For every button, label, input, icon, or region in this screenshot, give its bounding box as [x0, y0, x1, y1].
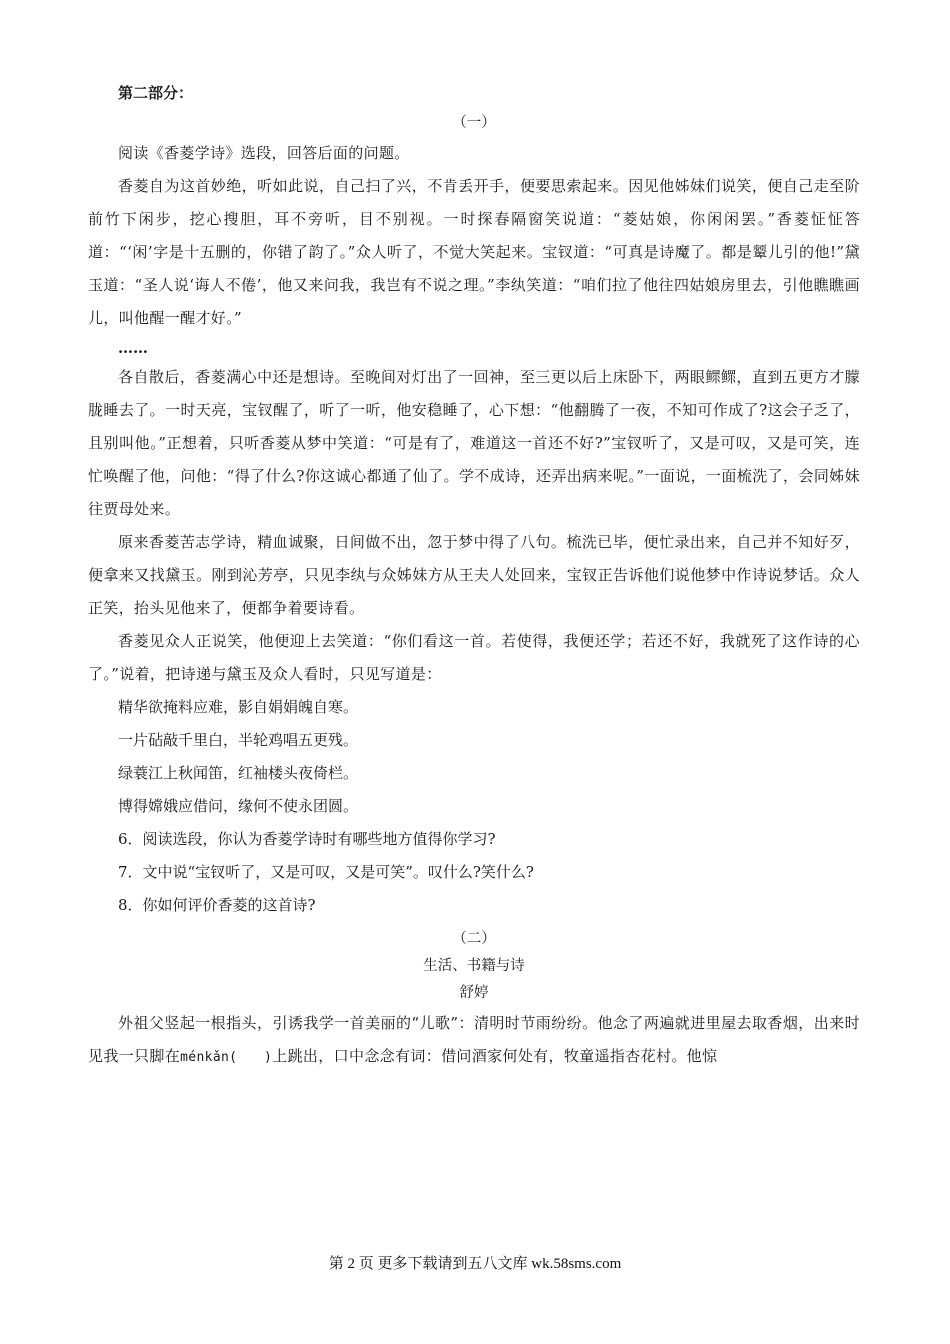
article-text: 上跳出，口中念念有词：借问酒家何处有，牧童遥指杏花村。他惊 — [272, 1047, 718, 1065]
article-text: 外祖父竖起一根指头，引诱我学一首美丽的“儿歌”：清明时节雨纷纷。他念了两遍就进里屋去取香烟，出来时见我一只脚在 — [88, 1014, 860, 1065]
question-7: 7．文中说“宝钗听了，又是可叹，又是可笑”。叹什么?笑什么? — [118, 863, 534, 881]
passage-paragraph: 香菱见众人正说笑，他便迎上去笑道：“你们看这一首。若使得，我便还学；若还不好，我就死了这作诗的心了。”说着，把诗递与黛玉及众人看时，只见写道是： — [88, 632, 860, 683]
pinyin-blank: ménkǎn( ) — [180, 1050, 273, 1065]
part-one-intro: 阅读《香菱学诗》选段，回答后面的问题。 — [118, 144, 410, 162]
passage-paragraph: 香菱自为这首妙绝，听如此说，自己扫了兴，不肯丢开手，便要思索起来。因见他姊妹们说笑，便自己走至阶前竹下闲步，挖心搜胆，耳不旁听，目不别视。一时探春隔窗笑说道：“菱姑娘，你闲闲罢。”香菱怔怔答道：“‘闲’字是十五删的，你错了韵了。”众人听了，不觉大笑起来。宝钗道：“可真是诗魔了。都是颦儿引的他!”黛玉道：“圣人说‘诲人不倦’，他又来问我，我岂有不说之理。”李纨笑道：“咱们拉了他往四姑娘房里去，引他瞧瞧画儿，叫他醒一醒才好。” — [88, 177, 860, 327]
article-title: 生活、书籍与诗 — [423, 958, 525, 974]
question-8: 8．你如何评价香菱的这首诗? — [118, 896, 316, 914]
page-footer: 第 2 页 更多下载请到五八文库 wk.58sms.com — [328, 1256, 622, 1272]
part-one-label: （一） — [452, 115, 496, 131]
document-body — [88, 78, 860, 1074]
passage-paragraph: 原来香菱苦志学诗，精血诚聚，日间做不出，忽于梦中得了八句。梳洗已毕，便忙录出来，自己并不知好歹，便拿来又找黛玉。刚到沁芳亭，只见李纨与众姊妹方从王夫人处回来，宝钗正告诉他们说他梦中作诗说梦话。众人正笑，抬头见他来了，便都争着要诗看。 — [88, 533, 860, 617]
poem-line: 一片砧敲千里白，半轮鸡唱五更残。 — [118, 731, 359, 749]
article-author: 舒婷 — [459, 985, 489, 1001]
passage-paragraph: 各自散后，香菱满心中还是想诗。至晚间对灯出了一回神，至三更以后上床卧下，两眼鳏鳏，直到五更方才朦胧睡去了。一时天亮，宝钗醒了，听了一听，他安稳睡了，心下想：“他翻腾了一夜，不知可作成了?这会子乏了，且别叫他。”正想着，只听香菱从梦中笑道：“可是有了，难道这一首还不好?”宝钗听了，又是可叹，又是可笑，连忙唤醒了他，问他：“得了什么?你这诚心都通了仙了。学不成诗，还弄出病来呢。”一面说，一面梳洗了，会同姊妹往贾母处来。 — [88, 368, 860, 518]
section-heading: 第二部分： — [118, 84, 194, 102]
poem-line: 精华欲掩料应难，影自娟娟魄自寒。 — [118, 698, 359, 716]
poem-line: 博得嫦娥应借问，缘何不使永团圆。 — [118, 797, 359, 815]
passage-ellipsis: …… — [118, 339, 148, 357]
question-6: 6．阅读选段，你认为香菱学诗时有哪些地方值得你学习? — [118, 830, 496, 848]
article-paragraph — [88, 1007, 860, 1074]
part-two-label: （二） — [452, 931, 496, 947]
poem-line: 绿蓑江上秋闻笛，红袖楼头夜倚栏。 — [118, 764, 359, 782]
